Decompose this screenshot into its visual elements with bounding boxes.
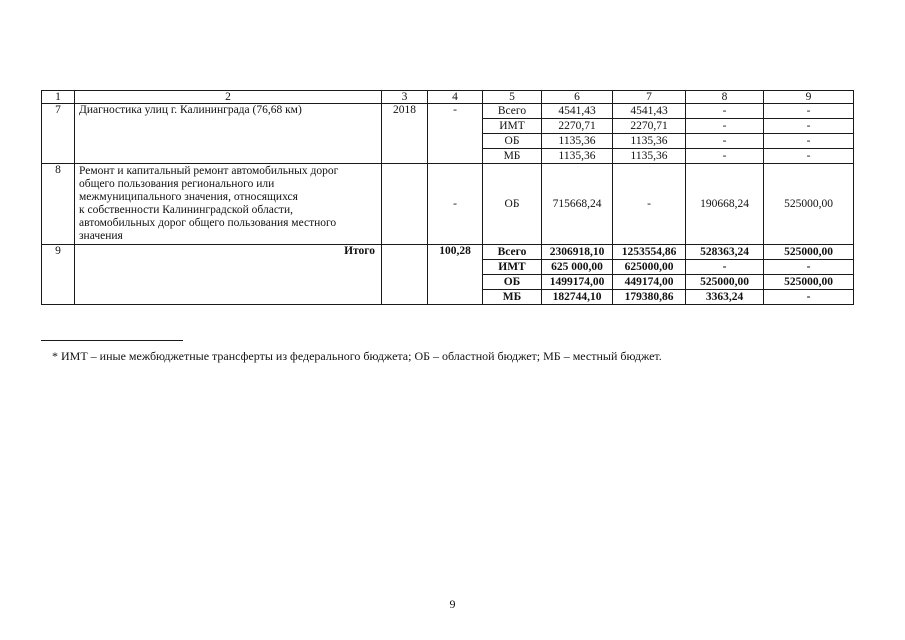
- table-row: [42, 164, 854, 245]
- footnote-divider: [41, 340, 183, 341]
- value-cell: -: [764, 149, 854, 164]
- value-cell: -: [686, 104, 764, 119]
- source-cell: ОБ: [483, 275, 542, 290]
- value-cell: 625000,00: [613, 260, 686, 275]
- header-cell: 2: [75, 91, 382, 104]
- source-cell: МБ: [483, 149, 542, 164]
- value-cell: 525000,00: [764, 245, 854, 260]
- value-cell: 1135,36: [613, 134, 686, 149]
- value-cell: 3363,24: [686, 290, 764, 305]
- value-cell: 2270,71: [613, 119, 686, 134]
- source-cell: МБ: [483, 290, 542, 305]
- value-cell: -: [764, 104, 854, 119]
- value-cell: 4541,43: [613, 104, 686, 119]
- row-name-line: автомобильных дорог общего пользования местного: [79, 217, 337, 229]
- page-number: 9: [449, 597, 456, 611]
- row-name: [75, 164, 382, 245]
- value-cell: 528363,24: [686, 245, 764, 260]
- row-number: 8: [42, 164, 75, 245]
- value-cell: 182744,10: [542, 290, 613, 305]
- value-cell: -: [686, 134, 764, 149]
- value-cell: 179380,86: [613, 290, 686, 305]
- row-col4: 100,28: [428, 245, 483, 305]
- value-cell: 4541,43: [542, 104, 613, 119]
- row-name-line: к собственности Калининградской области,: [79, 204, 293, 216]
- value-cell: 1135,36: [542, 149, 613, 164]
- value-cell: 190668,24: [686, 164, 764, 245]
- source-cell: Всего: [483, 245, 542, 260]
- table-row: [42, 245, 854, 260]
- source-cell: Всего: [483, 104, 542, 119]
- value-cell: 1253554,86: [613, 245, 686, 260]
- value-cell: 2306918,10: [542, 245, 613, 260]
- header-cell: 9: [764, 91, 854, 104]
- value-cell: -: [686, 149, 764, 164]
- value-cell: 2270,71: [542, 119, 613, 134]
- row-col4: -: [428, 104, 483, 164]
- value-cell: -: [764, 260, 854, 275]
- total-label: Итого: [75, 245, 382, 305]
- table-header-row: [42, 91, 854, 104]
- value-cell: 1499174,00: [542, 275, 613, 290]
- row-name-line: общего пользования регионального или: [79, 178, 275, 190]
- row-year: [382, 245, 428, 305]
- source-cell: ОБ: [483, 164, 542, 245]
- row-year: 2018: [382, 104, 428, 164]
- value-cell: 525000,00: [686, 275, 764, 290]
- header-cell: 8: [686, 91, 764, 104]
- table-row: [42, 104, 854, 119]
- footnote-text: * ИМТ – иные межбюджетные трансферты из федерального бюджета; ОБ – областной бюджет; МБ – местный бюджет.: [52, 349, 662, 363]
- source-cell: ИМТ: [483, 260, 542, 275]
- row-name-line: межмуниципального значения, относящихся: [79, 191, 298, 203]
- value-cell: -: [764, 290, 854, 305]
- value-cell: -: [686, 260, 764, 275]
- value-cell: -: [613, 164, 686, 245]
- header-cell: 5: [483, 91, 542, 104]
- row-name-line: Ремонт и капитальный ремонт автомобильных дорог: [79, 165, 339, 177]
- header-cell: 7: [613, 91, 686, 104]
- source-cell: ИМТ: [483, 119, 542, 134]
- value-cell: 449174,00: [613, 275, 686, 290]
- value-cell: 525000,00: [764, 275, 854, 290]
- value-cell: 525000,00: [764, 164, 854, 245]
- header-cell: 3: [382, 91, 428, 104]
- value-cell: 1135,36: [613, 149, 686, 164]
- source-cell: ОБ: [483, 134, 542, 149]
- header-cell: 4: [428, 91, 483, 104]
- value-cell: 1135,36: [542, 134, 613, 149]
- row-name-line: значения: [79, 230, 123, 242]
- row-name: Диагностика улиц г. Калининграда (76,68 км): [75, 104, 382, 164]
- row-number: 9: [42, 245, 75, 305]
- row-number: 7: [42, 104, 75, 164]
- header-cell: 6: [542, 91, 613, 104]
- value-cell: -: [686, 119, 764, 134]
- value-cell: -: [764, 134, 854, 149]
- value-cell: 715668,24: [542, 164, 613, 245]
- header-cell: 1: [42, 91, 75, 104]
- row-col4: -: [428, 164, 483, 245]
- value-cell: 625 000,00: [542, 260, 613, 275]
- budget-table: [41, 90, 854, 305]
- value-cell: -: [764, 119, 854, 134]
- row-year: [382, 164, 428, 245]
